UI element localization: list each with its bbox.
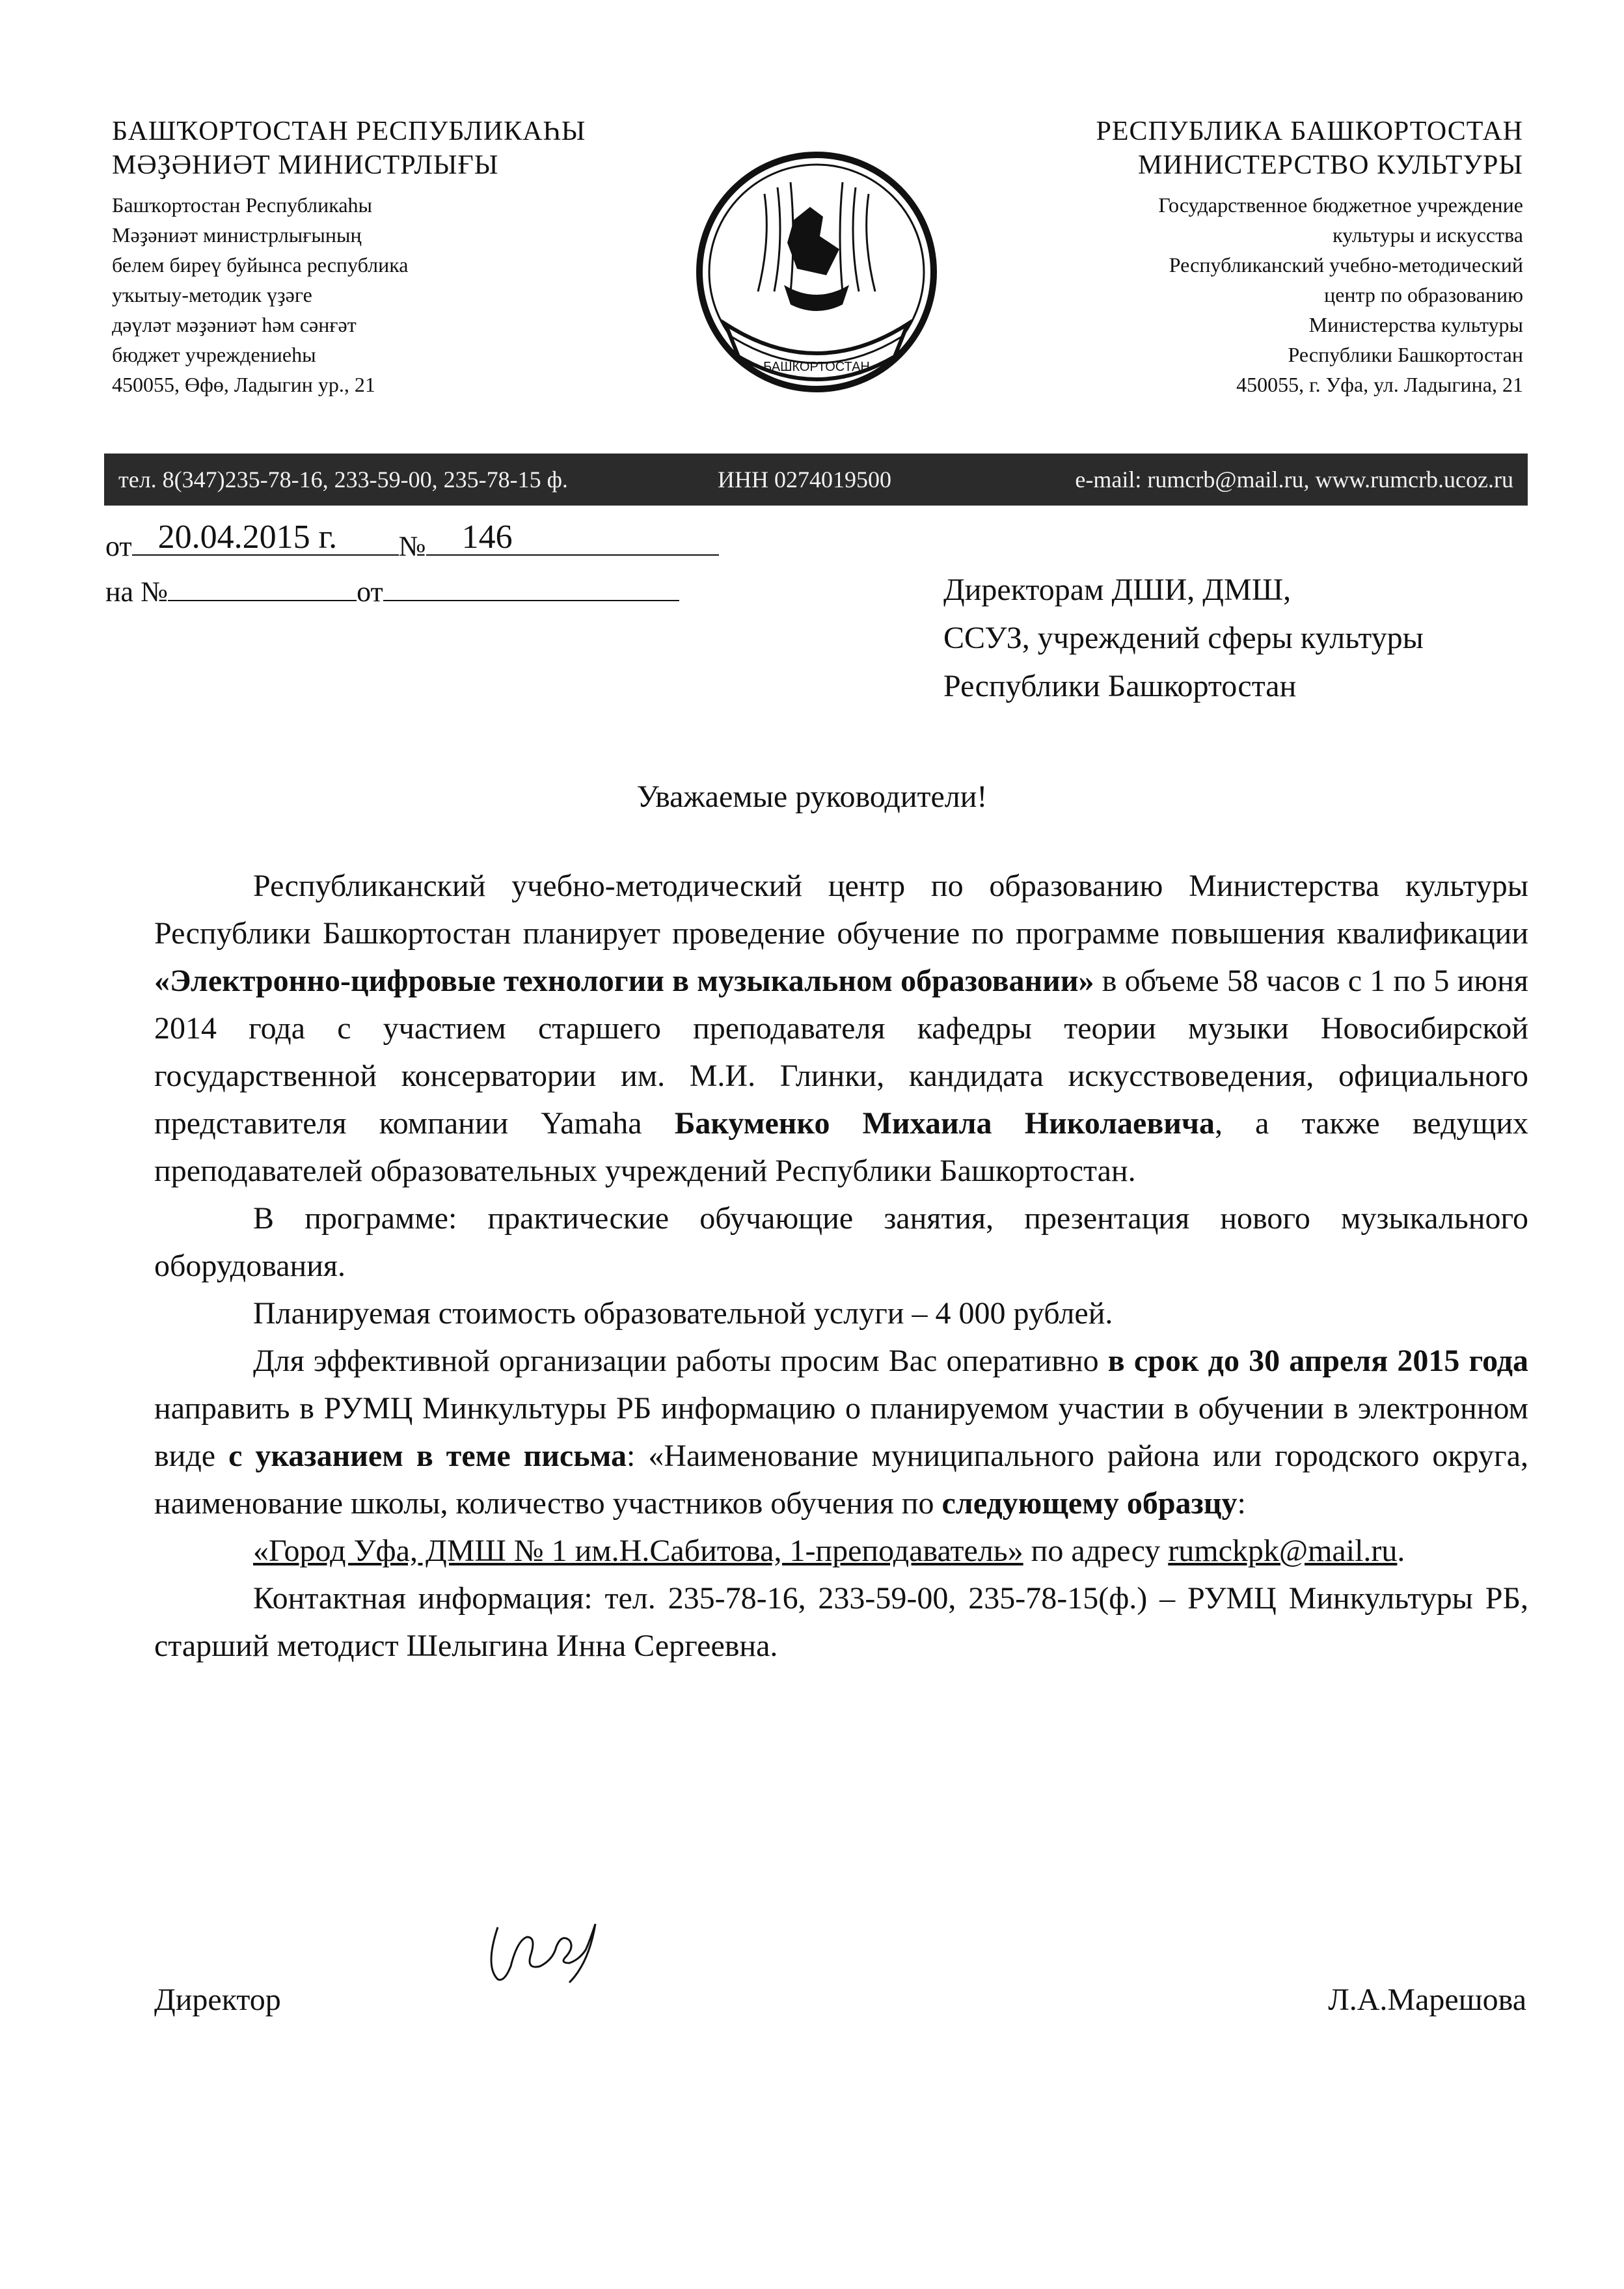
org-detail-line: уҡытыу-методик үҙәге [112,283,312,306]
emphasis-text: с указанием в теме письма [228,1439,627,1473]
ref-number-label: № [398,530,426,562]
org-detail-line: Мәҙәниәт министрлығының [112,223,362,247]
contact-bar [104,454,1528,506]
ref-date: 20.04.2015 г. [157,519,338,556]
body-text: направить в РУМЦ Минкультуры РБ информацию о планируемом участии в обучении в электронном виде [154,1391,1528,1473]
header-right-block [964,115,1523,400]
body-text: по адресу [1023,1534,1169,1568]
emphasis-text: следующему образцу [941,1486,1238,1521]
ref-on-from-label: от [357,576,383,608]
body-paragraph-5 [154,1527,1528,1575]
body-text: Для эффективной организации работы просим Вас оперативно [253,1344,1108,1378]
body-text: : «Наименование муниципального района или городского округа, наименование школы, количество участников обучения по [154,1439,1529,1521]
body-paragraph-6: Контактная информация: тел. 235-78-16, 233-59-00, 235-78-15(ф.) – РУМЦ Минкультуры РБ, старший методист Шелыгина Инна Сергеевна. [154,1581,1528,1663]
signatory-title: Директор [154,1983,281,2017]
reference-line-incoming [105,571,679,610]
contact-inn: ИНН 0274019500 [718,467,891,493]
org-name-russian-line1: РЕСПУБЛИКА БАШКОРТОСТАН [1096,116,1523,146]
deadline: в срок до 30 апреля 2015 года [1107,1344,1529,1378]
coat-of-arms-emblem [686,142,947,415]
sample-subject: «Город Уфа, ДМШ № 1 им.Н.Сабитова, 1-преподаватель» [253,1534,1023,1568]
signature-icon [478,1914,621,1999]
body-text: , а также ведущих преподавателей образовательных учреждений Республики Башкортостан. [154,1106,1529,1188]
ref-on-label: на № [105,576,169,608]
org-detail-line: Республики Башкортостан [1288,343,1523,366]
body-text: Республиканский учебно-методический центр по образованию Министерства культуры Республики Башкортостан планирует проведение обучение по программе повышения квалификации [154,869,1528,951]
org-detail-line: Министерства культуры [1308,313,1523,336]
org-detail-line: центр по образованию [1324,283,1523,306]
body-paragraph-2: В программе: практические обучающие занятия, презентация нового музыкального оборудования. [154,1201,1528,1283]
addressee-line: Директорам ДШИ, ДМШ, [943,573,1292,607]
org-detail-line: Республиканский учебно-методический [1169,253,1523,277]
handwritten-signature [478,1914,621,1999]
program-title: «Электронно-цифровые технологии в музыкальном образовании» [154,964,1094,998]
addressee-line: ССУЗ, учреждений сферы культуры [943,621,1424,655]
org-name-bashkir-line2: МӘҘӘНИӘТ МИНИСТРЛЫҒЫ [112,150,499,180]
emblem-icon [686,142,947,415]
emblem-text: БАШКОРТОСТАН [763,360,870,374]
contact-phone: тел. 8(347)235-78-16, 233-59-00, 235-78-15 ф. [118,467,568,493]
body-text: . [1397,1534,1405,1568]
addressee-block [943,566,1568,711]
ref-from-label: от [105,530,132,562]
greeting: Уважаемые руководители! [636,779,988,814]
letter-body [154,862,1528,1670]
body-text: : [1237,1486,1246,1521]
org-name-bashkir-line1: БАШҠОРТОСТАН РЕСПУБЛИКАҺЫ [112,116,586,146]
contact-email: e-mail: rumcrb@mail.ru, www.rumcrb.ucoz.ru [1075,467,1513,493]
org-detail-line: 450055, Өфө, Ладыгин ур., 21 [112,373,375,396]
ref-number: 146 [461,519,513,556]
reference-line-outgoing [105,519,719,565]
org-detail-line: бюджет учреждениеһы [112,343,316,366]
org-detail-line: 450055, г. Уфа, ул. Ладыгина, 21 [1236,373,1523,396]
instructor-name: Бакуменко Михаила Николаевича [674,1106,1215,1141]
signatory-name: Л.А.Марешова [1328,1983,1526,2017]
org-details-bashkir [112,190,671,400]
body-paragraph-3: Планируемая стоимость образовательной услуги – 4 000 рублей. [253,1296,1113,1331]
email-link[interactable]: rumckpk@mail.ru [1168,1534,1398,1568]
org-details-russian [964,190,1523,400]
body-paragraph-4 [154,1337,1528,1527]
addressee-line: Республики Башкортостан [943,669,1297,703]
body-paragraph-1 [154,862,1528,1195]
org-detail-line: Башҡортостан Республикаһы [112,193,373,217]
body-text: в объеме 58 часов с 1 по 5 июня 2014 года с участием старшего преподавателя кафедры теории музыки Новосибирской государственной консерватории им. М.И. Глинки, кандидата искусствоведения, официального представителя компании Yamaha [154,964,1529,1141]
org-detail-line: культуры и искусства [1333,223,1523,247]
org-detail-line: белем биреү буйынса республика [112,253,409,277]
org-detail-line: дәүләт мәҙәниәт һәм сәнғәт [112,313,357,336]
org-name-russian-line2: МИНИСТЕРСТВО КУЛЬТУРЫ [1137,150,1523,180]
org-detail-line: Государственное бюджетное учреждение [1158,193,1523,217]
header-left-block [112,115,671,400]
